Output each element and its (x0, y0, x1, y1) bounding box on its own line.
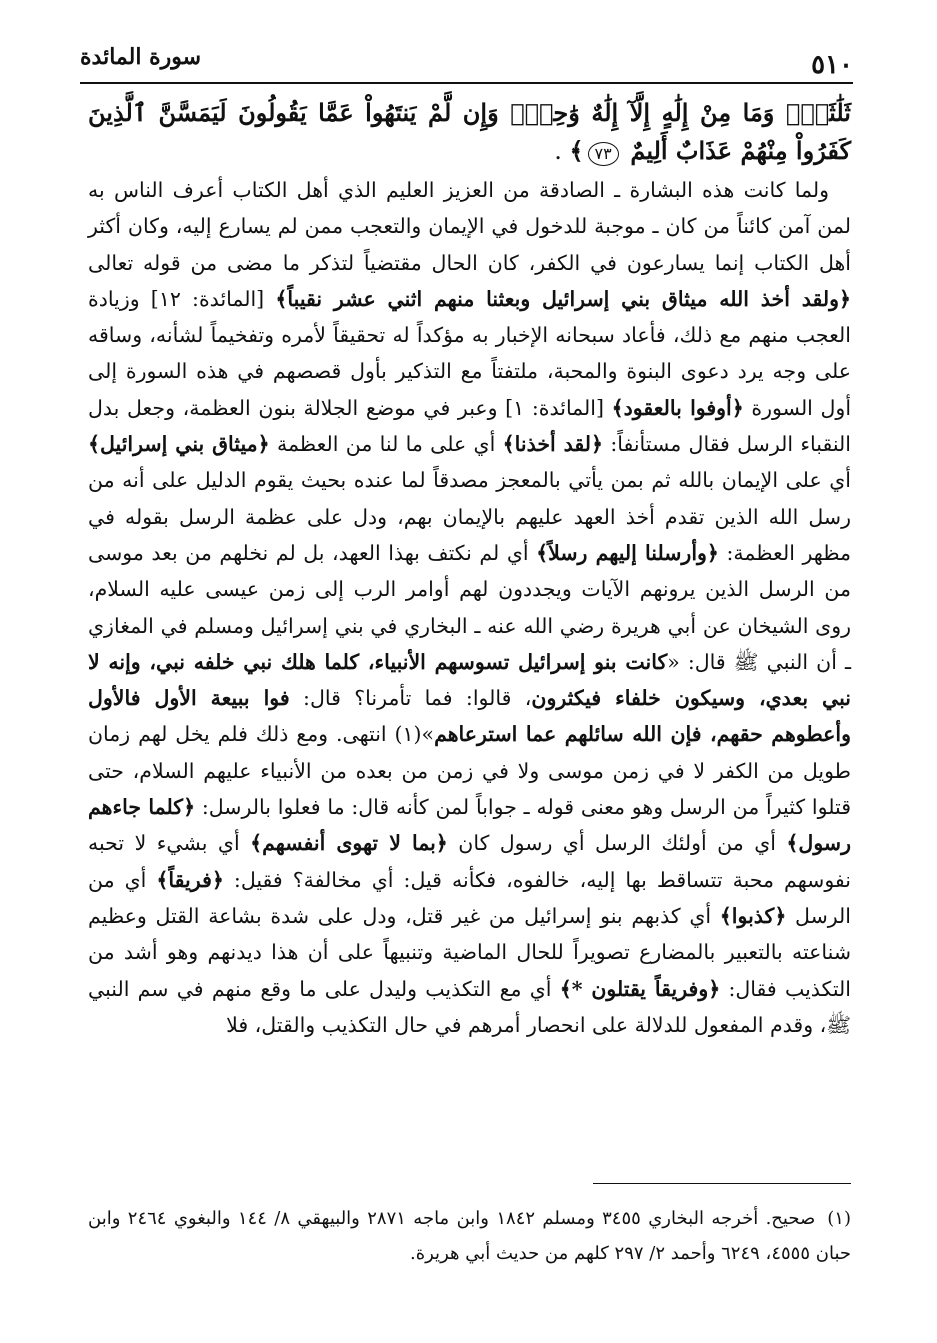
commentary-text: [المائدة: ١٢] وزيادة العجب منهم مع ذلك، فأعاد سبحانه الإخبار به مؤكداً له تحقيقاً لأمره وتفخيماً لشأنه، وساقه على وجه يرد دعوى البنوة والمحبة، ملتفتاً مع التذكير بأول قصصهم في هذه السورة إلى أول السورة (88, 286, 852, 420)
quoted-text: ﴿لقد أخذنا﴾ (502, 432, 604, 457)
commentary-text: أي من أولئك الرسل أي رسول كان (447, 831, 787, 856)
commentary-text: [المائدة: ١] وعبر في موضع الجلالة بنون العظمة، وجعل بدل النقباء الرسل فقال مستأنفاً: (88, 395, 851, 457)
commentary-text: أي على ما لنا من العظمة (269, 432, 503, 457)
footnote-text: صحيح. أخرجه البخاري ٣٤٥٥ ومسلم ١٨٤٢ وابن ماجه ٢٨٧١ والبيهقي ٨/ ١٤٤ والبغوي ٢٤٦٤ وابن حبان ٤٥٥٥، ٦٢٤٩ وأحمد ٢/ ٢٩٧ كلهم من حديث أبي هريرة. (88, 1208, 851, 1264)
commentary-paragraph (88, 172, 851, 1043)
ayah-number-marker: ٧٣ (588, 142, 619, 166)
commentary-text: ولما كانت هذه البشارة ـ الصادقة من العزيز العليم الذي أهل الكتاب أعرف الناس به لمن آمن كائناً من كان ـ موجبة للدخول في الإيمان والتعجب ممن لم يسارع إليه، وكان أكثر أهل الكتاب إنما يسارعون في الكفر، كان الحال مقتضياً لتذكر ما مضى من قوله تعالى (88, 178, 851, 275)
quoted-text: ﴿بما لا تهوى أنفسهم﴾ (250, 831, 448, 856)
verse-close-bracket: ﴾ (569, 136, 584, 165)
commentary-text: أي بشيء لا تحبه نفوسهم محبة تتساقط بها إليه، خالفوه، فكأنه قيل: أي مخالفة؟ فقيل: (88, 831, 851, 892)
quoted-text: ﴿وفريقاً يقتلون *﴾ (559, 976, 721, 1001)
quoted-text: فوا ببيعة الأول فالأول وأعطوهم حقهم، فإن الله سائلهم عما استرعاهم (88, 686, 851, 747)
verse-text: ثَلَٰثَةٍۘ وَمَا مِنْ إِلَٰهٍ إِلَّآ إِلَٰهٌ وَٰحِدٌۚ وَإِن لَّمْ يَنتَهُواْ عَمَّا يَقُولُونَ لَيَمَسَّنَّ ٱلَّذِينَ كَفَرُواْ مِنْهُمْ عَذَابٌ أَلِيمٌ (88, 98, 851, 165)
commentary-text: أي على الإيمان بالله ثم بمن يأتي بالمعجز مصدقاً لما عنده بحيث يقوم الدليل على أنه من رسل الله الذين تقدم أخذ العهد عليهم بالإيمان بهم، ودل على عظمة الرسل بقوله في مظهر العظمة: (88, 468, 851, 565)
quoted-text: ﴿أوفوا بالعقود﴾ (611, 395, 744, 420)
quoted-text: ﴿ميثاق بني إسرائيل﴾ (88, 432, 270, 457)
quoted-text: ﴿وأرسلنا إليهم رسلاً﴾ (536, 540, 719, 565)
footnote-rule (593, 1183, 851, 1184)
commentary-text: أي كذبهم بنو إسرائيل من غير قتل، ودل على شدة بشاعة القتل وعظيم شناعته بالتعبير بالمضارع تصويراً للحال الماضية وتنبيهاً على أن هذا ديدنهم وهو أشد من التكذيب فقال: (88, 903, 851, 1001)
verse-end-mark: . (554, 137, 562, 165)
quoted-text: ﴿كلما جاءهم رسول﴾ (88, 795, 851, 856)
footnote (88, 1201, 851, 1271)
commentary-text: »(١) انتهى. ومع ذلك فلم يخل لهم زمان طويل من الكفر لا في زمن موسى ولا في زمن من بعده من الأنبياء عليهم السلام، حتى قتلوا كثيراً من الرسل وهو معنى قوله ـ جواباً لمن كأنه قال: ما فعلوا بالرسل: (88, 722, 851, 820)
footnote-number: (١) (827, 1208, 851, 1229)
surah-title: سورة المائدة (80, 44, 202, 70)
page-number: ٥١٠ (811, 50, 853, 80)
quoted-text: كانت بنو إسرائيل تسوسهم الأنبياء، كلما هلك نبي خلفه نبي، وإنه لا نبي بعدي، وسيكون خلفاء فيكثرون (88, 649, 851, 711)
quoted-text: ﴿كذبوا﴾ (719, 903, 787, 928)
quoted-text: ﴿فريقاً﴾ (156, 867, 224, 892)
commentary-text: أي من الرسل (88, 867, 851, 928)
header-rule (80, 82, 853, 84)
page-body (88, 94, 851, 1043)
quoted-text: ﴿ولقد أخذ الله ميثاق بني إسرائيل وبعثنا منهم اثني عشر نقيباً﴾ (275, 286, 851, 311)
commentary-text: ، قالوا: فما تأمرنا؟ قال: (289, 686, 532, 711)
quran-verse (88, 94, 851, 170)
commentary-text: أي لم نكتف بهذا العهد، بل لم نخلهم من بعد موسى من الرسل الذين يرونهم الآيات ويجددون لهم أوامر الرب إلى زمن عيسى عليه السلام، روى الشيخان عن أبي هريرة رضي الله عنه ـ البخاري في بني إسرائيل ومسلم في المغازي ـ أن النبي ﷺ قال: « (88, 540, 851, 674)
commentary-text: أي مع التكذيب وليدل على ما وقع منهم في سم النبي ﷺ، وقدم المفعول للدلالة على انحصار أمرهم في حال التكذيب والقتل، فلا (88, 976, 851, 1037)
page-header (80, 42, 853, 82)
